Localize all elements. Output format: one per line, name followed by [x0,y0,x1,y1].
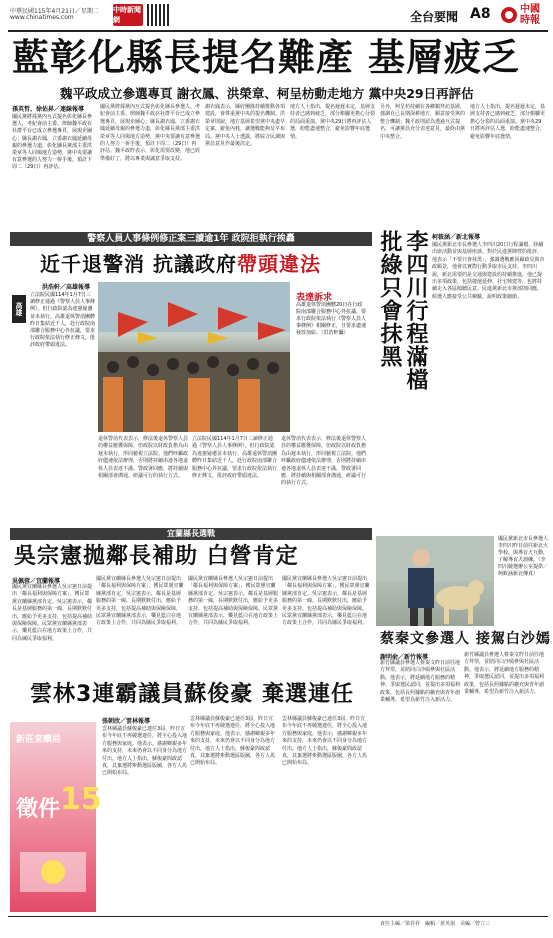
photo-caption-title: 表達訴求 [296,293,333,303]
story3-body-1: 國民黨宜蘭縣長參選人吳宗憲日前提出「鄰長福利與保障方案」，獲民眾黨宜蘭縣黨部肯定。吳宗憲表示，鄰長是基層服務的第一線，長期默默付出，應給予更多支持，包括提高補助與保險保障。民眾黨宜蘭縣黨部表示，樂見藍白在地方政策上合作，共同為縣民爭取福利。 [12,584,93,642]
footer-credits: 責任主編／梁祥祥 編輯／黃英揚 美編／曾立三 [380,921,491,927]
top-body-3: 地方人士指出，提名遲遲未定，基層支持者已感到疲乏，部分樁腳更擔心分裂的局面重演。黨中央29日將再評估人選，盼能盡速整合，避免影響年底選情。 [290,104,376,140]
ad-graphic [10,842,96,902]
story5-headline-a: 李四川行程滿檔 [403,230,428,391]
story3-bar: 宜蘭縣長選戰 [10,528,372,540]
dog-photo-graphic [376,536,494,626]
footer-rule [8,916,548,917]
brand-name: 中國時報 [520,4,540,26]
site-url[interactable]: www.chinatimes.com [10,14,74,21]
story2-headline-a: 近千退警消 抗議政府 [40,252,237,276]
protest-photo-graphic [98,282,290,432]
top-body-5: 地方人士指出，提名遲遲未定，基層支持者已感到疲乏，部分樁腳更擔心分裂的局面重演。黨中央29日將再評估人選，盼能盡速整合，避免影響年底選情。 [470,104,546,140]
brand-logo-small: 中時新聞網 [113,6,141,24]
story3-body-3: 國民黨宜蘭縣長參選人吳宗憲日前提出「鄰長福利與保障方案」，獲民眾黨宜蘭縣黨部肯定。吳宗憲表示，鄰長是基層服務的第一線，長期默默付出，應給予更多支持，包括提高補助與保險保障。民眾黨宜蘭縣黨部表示，樂見藍白在地方政策上合作，共同為縣民爭取福利。 [188,576,279,627]
story6-headline: 蔡秦文參選人 接駕白沙嫣 [380,631,551,647]
issue-date: 中華民國115年4月21日／星期二 [10,8,99,15]
story6-byline: 謝明俞／新竹報導 [380,654,429,661]
ad-sub: 徵件 [16,797,61,822]
story2-body-3: 退休警消代表表示，修法後退休警察人員的權益應獲保障，但政院以財政負擔為由遲未執行，形同藐視立法院。他們呼籲政府儘速依法辦理，否則將持續串連各地退休人員表達不滿。警政署回應，將持續與相關部會溝通，研議可行的執行方式。 [281,436,367,487]
top-body-1: 國民黨將採黨內互式提名彰化縣長參選人，考紀會前主委、律師魏平政在社群平台已成立參選專頁，展現企圖心；縣長謝衣鳳、立委謝衣鳳延續母親的參選力道，彰化縣長黨部主委洪榮章等人同場地方造勢，黨中央要讓有意參選的人努力一拚手後，預計下周二（29日）再評估。魏平政昨表示，彰化需要改變，他已經準備好了，將以專業與誠意爭取支持。 [100,104,201,162]
top-body-4: 另外，柯呈枋持續在各鄉鎮拜訪基層，強調自己長期深耕地方，願意接受黨的整合機制；魏平政則認為透過互式提名，可讓黨員充分表達意見，最終由黨中央整合。 [380,104,466,140]
ad-title: 新莊家藥局 [16,735,62,745]
story2-body-1: 退休警消代表表示，修法後退休警察人員的權益應獲保障，但政院以財政負擔為由遲未執行，形同藐視立法院。他們呼籲政府儘速依法辦理，否則將持續串連各地退休人員表達不滿。警政署回應，將持續與相關部會溝通，研議可行的執行方式。 [98,436,189,480]
story5-headline [376,230,428,530]
story5-byline: 柯筱涵／新北報導 [432,234,481,241]
story6-body-1: 新竹縣議員參選人蔡秦文昨日前往地方拜票，並陪同白沙嫣參與社區活動。他表示，將延續地方服務的精神，爭取選民認同，並提出多項福利政策，包括長照據點的擴充與青年創業輔導，希望為新竹注入新活力。 [380,660,461,704]
story2-byline: 洪浩軒／高雄報導 [42,284,91,291]
photo-caption: 高雄退休警消團體20日在行政院南部聯合服務中心外抗議，要求行政院依法執行《警察人員人事條例》相關修正，且要求盡速發放加給。（洪浩軒攝） [296,302,367,336]
story5-body: 國民黨新北市長參選人李四川20日行程滿檔，陸續出席活動並與基層座談。對於民進黨陣營的批評，他表示「不要只會抹黑」，強調選戰應回歸政見與市政願景，他會以實際行動爭取市民支持。李四川說，新北需要的是交通與建設的持續推進，他已提出多項政策，包括捷運延伸、社宅興建等，也將持續走入各區傾聽民意。民進黨新北市黨部則回應，候選人應接受公共檢驗，說明政策細節。 [432,242,545,300]
protest-photo [98,282,290,432]
location-tag: 高雄 [12,295,26,323]
top-subhead: 魏平政成立參選專頁 謝衣鳳、洪榮章、柯呈枋動走地方 黨中央29日再評估 [60,86,474,101]
brand-emblem-icon [500,6,518,24]
top-headline: 藍彰化縣長提名難產 基層疲乏 [12,36,520,79]
top-byline: 孫英哲、徐佑昇／連線報導 [12,106,85,113]
story2-headline [40,252,321,276]
story3-headline: 吳宗憲拋鄰長補助 白營肯定 [14,544,299,569]
page-number: A8 [470,6,491,22]
brand-logo [500,2,548,28]
section-title: 全台要聞 [410,10,459,24]
story2-lead: 立法院民國114年1月7日三讀修正通過《警察人員人事條例》，但行政院認為違憲疑慮並未執行。高雄退休警消團體昨日集結近千人，赴行政院南部聯合服務中心外抗議，要求行政院依法執行修正條文，批評政府帶頭違法。 [30,292,96,349]
top-lead: 國民黨將採黨內互式提名彰化縣長參選人，考紀會前主委、律師魏平政在社群平台已成立參選專頁，展現企圖心；縣長謝衣鳳、立委謝衣鳳延續母親的參選力道，彰化縣長黨部主委洪榮章等人同場地方造勢，黨中央要讓有意參選的人努力一拚手後，預計下周二（29日）再評估。 [12,114,93,171]
story4-headline: 雲林3連霸議員蘇俊豪 棄選連任 [30,682,354,707]
header-rule [8,30,548,32]
story2-bar: 警察人員人事條例修正案三讀逾1年 政院拒執行挨轟 [10,232,372,246]
story4-byline: 張朝欣／雲林報導 [102,718,151,725]
story4-body-2: 雲林縣議員蘇俊豪已連任3屆，昨日宣布今年底不再競選連任，將全心投入地方服務與家庭。他表示，感謝鄉親多年來的支持，未來仍會以不同身分為地方付出。地方人士指出，蘇俊豪問政認真，其棄選將牽動選區版圖，各方人馬已開始布局。 [190,716,276,767]
story3-byline: 吳佩蓉／宜蘭報導 [12,578,61,585]
ad-block[interactable] [10,722,102,912]
ad-number: 15 [60,782,102,817]
qr-code-icon [147,4,169,26]
dog-photo [376,536,494,626]
story4-body-3: 雲林縣議員蘇俊豪已連任3屆，昨日宣布今年底不再競選連任，將全心投入地方服務與家庭。他表示，感謝鄉親多年來的支持，未來仍會以不同身分為地方付出。地方人士指出，蘇俊豪問政認真，其棄選將牽動選區版圖，各方人馬已開始布局。 [282,716,368,767]
story3-body-4: 國民黨宜蘭縣長參選人吳宗憲日前提出「鄰長福利與保障方案」，獲民眾黨宜蘭縣黨部肯定。吳宗憲表示，鄰長是基層服務的第一線，長期默默付出，應給予更多支持，包括提高補助與保險保障。民眾黨宜蘭縣黨部表示，樂見藍白在地方政策上合作，共同為縣民爭取福利。 [282,576,370,627]
dog-photo-caption: 國民黨新北市長參選人李四川昨日前往新北大學校，與導盲犬互動，了解導盲犬訓練。（李四川競選辦公室提供／柯筱涵新北傳真） [498,536,549,577]
story2-headline-b: 帶頭違法 [236,252,321,276]
story3-body-2: 國民黨宜蘭縣長參選人吳宗憲日前提出「鄰長福利與保障方案」，獲民眾黨宜蘭縣黨部肯定。吳宗憲表示，鄰長是基層服務的第一線，長期默默付出，應給予更多支持，包括提高補助與保險保障。民眾黨宜蘭縣黨部表示，樂見藍白在地方政策上合作，共同為縣民爭取福利。 [96,576,184,627]
story4-body-1: 雲林縣議員蘇俊豪已連任3屆，昨日宣布今年底不再競選連任，將全心投入地方服務與家庭。他表示，感謝鄉親多年來的支持，未來仍會以不同身分為地方付出。地方人士指出，蘇俊豪問政認真，其棄選將牽動選區版圖，各方人馬已開始布局。 [102,726,188,777]
story6-body-2: 新竹縣議員參選人蔡秦文昨日前往地方拜票，並陪同白沙嫣參與社區活動。他表示，將延續地方服務的精神，爭取選民認同，並提出多項福利政策，包括長照據點的擴充與青年創業輔導，希望為新竹注入新活力。 [464,652,545,696]
story5-headline-b: 批綠只會抹黑 [377,230,402,368]
top-body-2: 謝衣鳳表示，縣府團隊持續推動各項建設，會尊重黨中央的提名機制。洪榮章則說，地方基層希望黨中央盡早定案，避免內耗，讓選戰能夠及早布局。黨中央人士透露，將綜合民調與黨員意見作最後決定。 [205,104,286,148]
story2-body-2: 立法院民國114年1月7日三讀修正通過《警察人員人事條例》，但行政院認為違憲疑慮並未執行。高雄退休警消團體昨日集結近千人，赴行政院南部聯合服務中心外抗議，要求行政院依法執行修正條文，批評政府帶頭違法。 [192,436,278,480]
